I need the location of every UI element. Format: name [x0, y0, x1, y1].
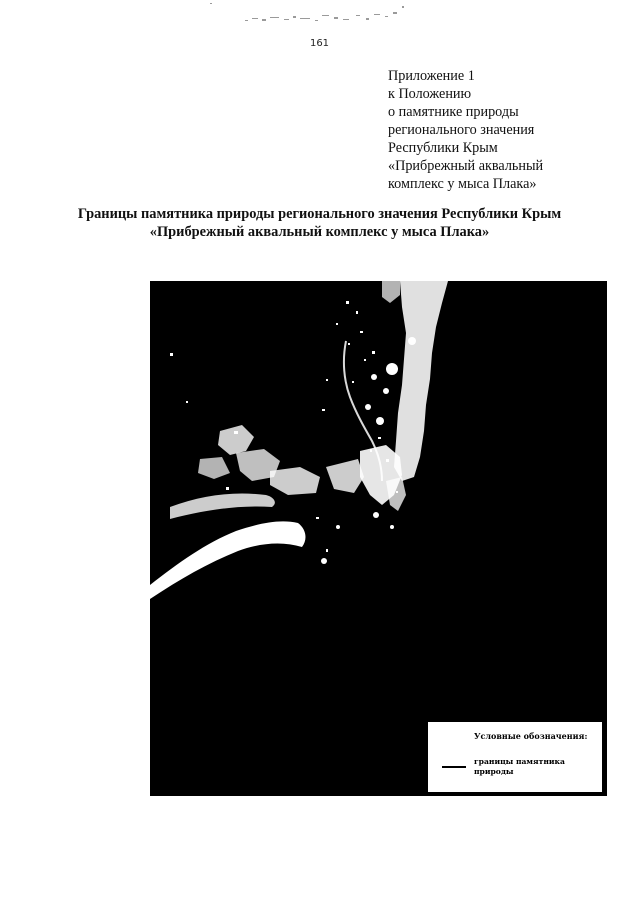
annex-line: «Прибрежный аквальный: [388, 158, 544, 174]
annex-line: комплекс у мыса Плака»: [388, 176, 537, 192]
scan-artifacts: [0, 0, 639, 60]
headland-land: [326, 445, 406, 529]
shore-strand: [170, 494, 275, 520]
boundary-map: [150, 281, 607, 796]
annex-line: о памятнике природы: [388, 104, 519, 120]
map-legend: [427, 721, 603, 793]
annex-block: [388, 67, 628, 193]
sand-spit: [150, 521, 305, 599]
legend-title: Условные обозначения:: [474, 731, 588, 741]
annex-line: регионального значения: [388, 122, 535, 138]
title-line-2: «Прибрежный аквальный комплекс у мыса Плака»: [149, 224, 490, 240]
annex-line: к Положению: [388, 86, 472, 102]
annex-line: Приложение 1: [388, 68, 475, 84]
map-imagery: [150, 281, 607, 796]
annex-line: Республики Крым: [388, 140, 498, 156]
title-line-1: Границы памятника природы регионального значения Республики Крым: [77, 206, 562, 222]
page-number: 161: [309, 38, 330, 49]
legend-item-label: границы памятника природы: [474, 757, 565, 776]
boundary-line-symbol: [442, 766, 466, 768]
document-title: [0, 205, 639, 241]
